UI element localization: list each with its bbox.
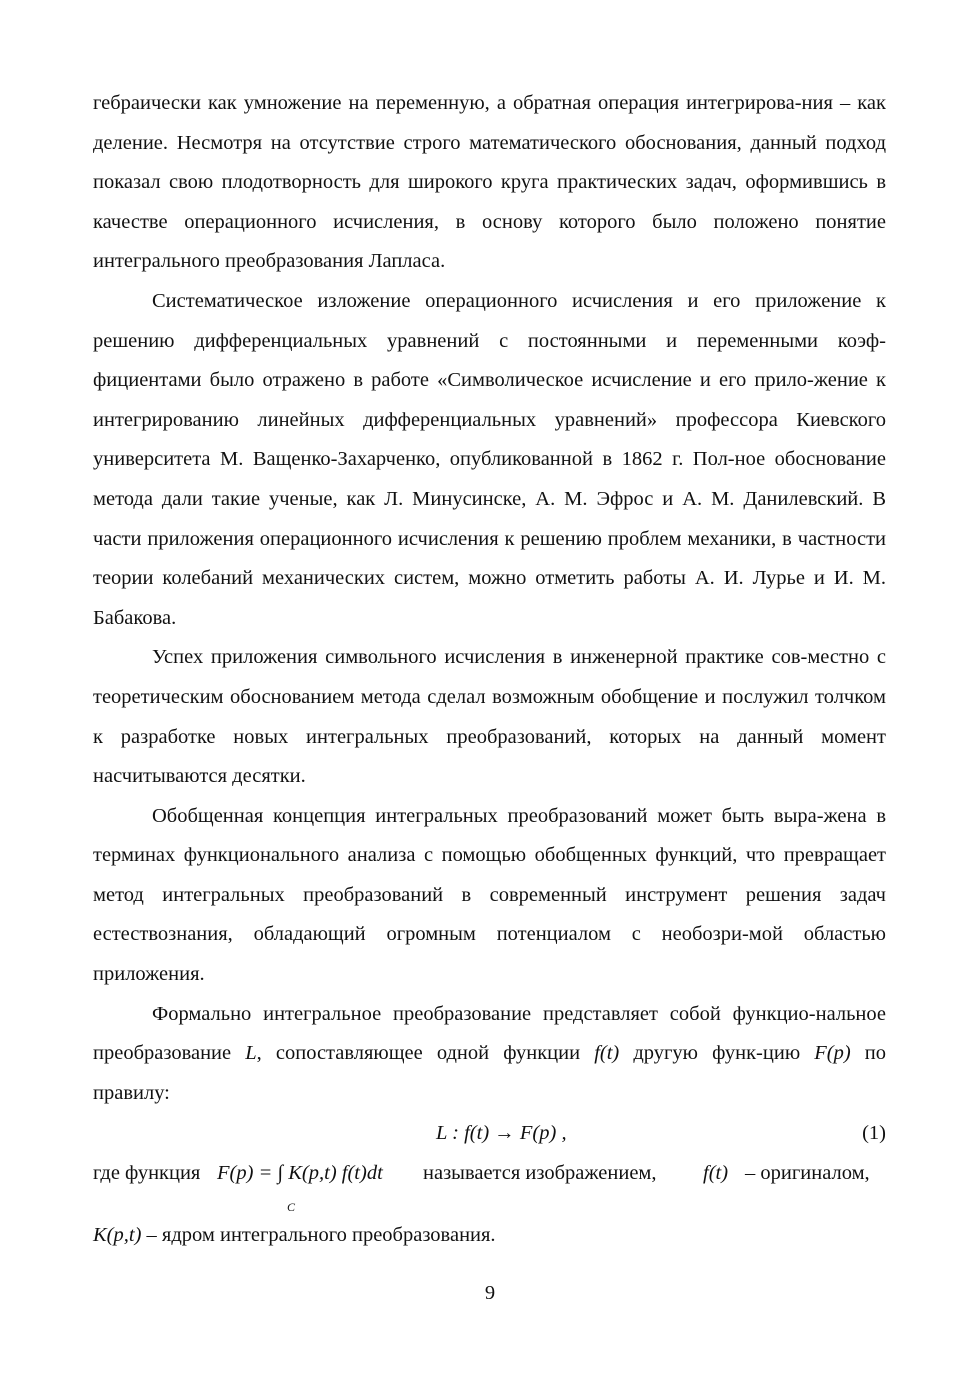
function-F-p: F(p) xyxy=(814,1042,851,1065)
operator-L: L xyxy=(245,1042,257,1065)
formal-text-2: , сопоставляющее одной функции xyxy=(256,1042,595,1065)
paragraph-1: гебраически как умножение на переменную, а обратная операция интегрирова-ния – как деление. Несмотря на отсутствие строго математического обоснования, данный подход показал свою плодотворность для широкого круга практических задач, оформившись в качестве операционного исчисления, в основу которого было положено понятие интегрального преобразования Лапласа. xyxy=(93,92,886,273)
equation-number: (1) xyxy=(862,1122,886,1145)
formal-text-3: другую функ-цию xyxy=(619,1042,815,1065)
formal-text-1: Формально интегральное преобразование представляет собой функцио-нальное преобразование xyxy=(93,1002,886,1065)
definition-mid: называется изображением, xyxy=(423,1162,657,1185)
page-body xyxy=(93,84,886,1255)
kernel-line xyxy=(93,1215,886,1255)
paragraph-4: Обобщенная концепция интегральных преобразований может быть выра-жена в терминах функционального анализа с помощью обобщенных функций, что превращает метод интегральных преобразований в современный инструмент решения задач естествознания, обладающий огромным потенциалом с необозри-мой областью приложения. xyxy=(93,804,886,986)
paragraph-3: Успех приложения символьного исчисления в инженерной практике сов-местно с теоретическим обоснованием метода сделал возможным обобщение и послужил толчком к разработке новых интегральных преобразований, которых на данный момент насчитываются десятки. xyxy=(93,646,886,788)
kernel-text: – ядром интегрального преобразования. xyxy=(141,1224,496,1247)
equation-1 xyxy=(93,1113,886,1153)
paragraph-formal xyxy=(93,995,886,1114)
original-function: f(t) xyxy=(703,1162,729,1185)
function-f-t: f(t) xyxy=(594,1042,620,1065)
kernel-symbol: K(p,t) xyxy=(93,1224,142,1247)
definition-lead: где функция xyxy=(93,1162,201,1185)
definition-line xyxy=(93,1153,886,1213)
paragraph-2: Систематическое изложение операционного исчисления и его приложение к решению дифференциальных уравнений с постоянными и переменными коэф-фициентами было отражено в работе «Символическое исчисление и его прило-жение к интегрированию линейных дифференциальных уравнений» профессора Киевского университета М. Ващенко-Захарченко, опубликованной в 1862 г. Пол-ное обоснование метода дали такие ученые, как Л. Минусинске, А. М. Эфрос и А. М. Данилевский. В части приложения операционного исчисления к решению проблем механики, в частности теории колебаний механических систем, можно отметить работы А. И. Лурье и И. М. Бабакова. xyxy=(93,289,886,629)
equation-formula: L : f(t) → F(p) , xyxy=(436,1122,567,1145)
integral-formula: F(p) = ∫ K(p,t) f(t)dt xyxy=(217,1162,383,1185)
formal-text-4: по правилу: xyxy=(93,1042,887,1104)
definition-tail: – оригиналом, xyxy=(745,1162,870,1185)
integral-subscript: C xyxy=(287,1200,296,1215)
page-number: 9 xyxy=(484,1282,496,1304)
